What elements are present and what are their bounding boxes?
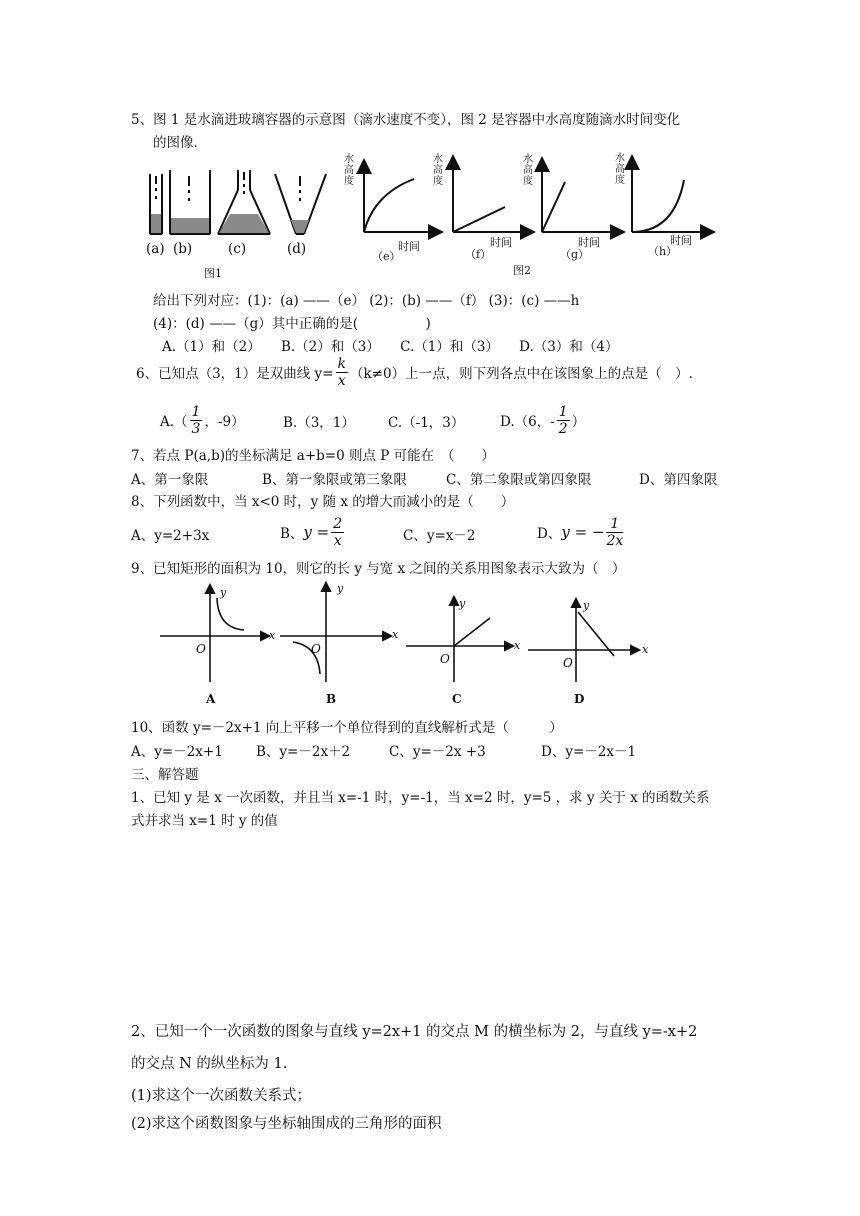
q5-correspondence-line2: (4)：(d) ——（g）其中正确的是( ) [153,316,431,332]
graph-f-xlabel: 时间 [490,236,512,249]
q9-a-origin: O [196,642,206,656]
section-3-title: 三、解答题 [131,767,199,783]
q9-d-ylabel: y [583,599,590,612]
s1-line1: 1、已知 y 是 x 一次函数，并且当 x=-1 时，y=-1，当 x=2 时，y=5 ，求 y 关于 x 的函数关系 [131,790,710,806]
s2-line2: 的交点 N 的纵坐标为 1. [131,1056,288,1072]
graph-e-xlabel: 时间 [398,240,420,253]
graph-g-label: （g） [560,248,590,261]
q9-stem: 9、已知矩形的面积为 10，则它的长 y 与宽 x 之间的关系用图象表示大致为（ ） [131,561,626,577]
q10-option-d: D、y=－2x－1 [541,744,637,760]
q7-stem: 7、若点 P(a,b)的坐标满足 a+b=0 则点 P 可能在 （ ） [131,448,495,464]
graph-e-label: （e） [372,250,401,263]
q6-option-b: B.（3，1） [283,415,355,431]
s2-part2: (2)求这个函数图象与坐标轴围成的三角形的面积 [131,1116,442,1132]
s2-line1: 2、已知一个一次函数的图象与直线 y=2x+1 的交点 M 的横坐标为 2，与直线 y=-x+2 [131,1024,698,1040]
figure-1-label-b: (b) [173,241,193,257]
figure-1-label-c: (c) [228,241,247,257]
q9-option-d: D [574,692,585,706]
q9-option-b: B [326,692,337,706]
q5-correspondence-line1: 给出下列对应：(1)：(a) ——（e） (2)：(b) ——（f） (3)：(c) ——h [153,293,580,309]
figure-1-label-a: (a) [146,241,165,257]
q6-stem: 6、已知点（3，1）是双曲线 y= $\frac{k}{x}$ （k≠0）上一点，则下列各点中在该图象上的点是（ ）. [136,355,693,389]
q9-graphs [150,580,710,710]
q9-c-ylabel: y [459,597,466,610]
q8-option-d: D、 y = − $\frac{1}{2x}$ [537,515,624,549]
q10-stem: 10、函数 y=－2x+1 向上平移一个单位得到的直线解析式是（ ） [131,720,563,736]
graph-f-label: （f） [465,248,492,261]
graph-h-label: （h） [648,245,678,258]
q5-stem-line2: 的图像. [153,135,198,151]
q5-stem-line1: 5、图 1 是水滴进玻璃容器的示意图（滴水速度不变），图 2 是容器中水高度随滴水时间变化 [131,112,681,128]
figure-1-caption: 图1 [204,267,222,280]
q7-option-a: A、第一象限 [131,472,209,488]
q9-option-c: C [452,692,462,706]
s2-part1: (1)求这个一次函数关系式； [131,1088,312,1104]
q6-option-d: D.（6，- $\frac{1}{2}$ ） [500,403,586,437]
q9-c-xlabel: x [514,639,521,652]
q9-b-xlabel: x [392,628,399,641]
figure-1-label-d: (d) [287,241,307,257]
q6-option-a: A.（ $\frac{1}{3}$ ，-9） [160,403,245,437]
q9-option-a: A [206,692,216,706]
q6-fraction-k-over-x: $\frac{k}{x}$ [337,355,346,389]
q10-option-a: A、y=－2x+1 [131,744,223,760]
q9-d-xlabel: x [642,643,649,656]
graph-g-ylabel: 水 高 度 [523,154,533,187]
q9-a-xlabel: x [269,629,276,642]
q7-option-d: D、第四象限 [639,472,718,488]
q8-option-b: B、 y = $\frac{2}{x}$ [280,515,343,549]
q8-option-c: C、y=x－2 [403,528,476,544]
figure-1-containers [140,160,340,280]
q5-options: A.（1）和（2） B.（2）和（3） C.（1）和（3） D.（3）和（4） [162,339,619,355]
graph-h-xlabel: 时间 [670,234,692,247]
q9-b-origin: O [311,642,321,656]
s1-line2: 式并求当 x=1 时 y 的值 [131,813,278,829]
graph-g-xlabel: 时间 [578,236,600,249]
q9-b-ylabel: y [337,582,344,595]
q6-option-c: C.（-1，3） [388,415,465,431]
graph-f-ylabel: 水 高 度 [433,154,443,187]
graph-h-ylabel: 水 高 度 [615,153,625,186]
q9-c-origin: O [440,652,450,666]
q8-stem: 8、下列函数中，当 x<0 时，y 随 x 的增大而减小的是（ ） [131,494,515,510]
graph-e-ylabel: 水 高 度 [344,154,354,187]
q7-option-c: C、第二象限或第四象限 [446,472,592,488]
q10-option-c: C、y=－2x +3 [389,744,486,760]
figure-2-caption: 图2 [513,264,531,277]
q7-option-b: B、第一象限或第三象限 [262,472,407,488]
q10-option-b: B、y=－2x＋2 [256,744,351,760]
q9-d-origin: O [563,656,573,670]
q8-option-a: A、y=2+3x [131,528,210,544]
q9-a-ylabel: y [220,586,227,599]
